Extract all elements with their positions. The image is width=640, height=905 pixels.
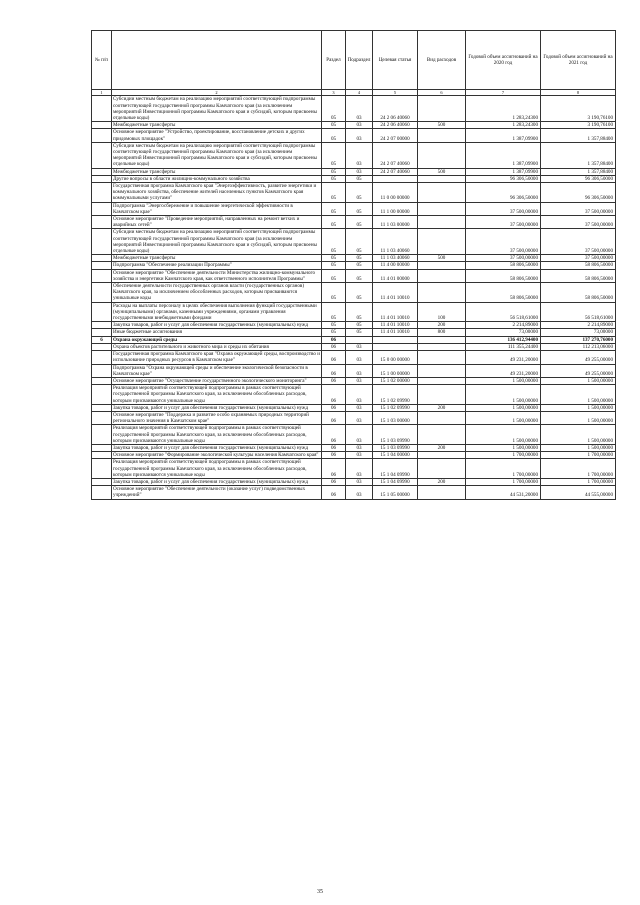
row-subsection: 03 [346, 377, 373, 384]
row-expense-type [418, 486, 466, 499]
row-amount-2021: 96 306,50000 [541, 183, 616, 203]
row-section: 05 [322, 183, 346, 203]
budget-table [91, 30, 616, 500]
row-amount-2021: 1 500,00000 [541, 444, 616, 451]
row-subsection: 03 [346, 444, 373, 451]
row-number [92, 364, 112, 377]
row-subsection: 05 [346, 183, 373, 203]
row-target-article [373, 343, 418, 350]
row-number: 6 [92, 336, 112, 343]
row-target-article: 11 4 01 10010 [373, 283, 418, 303]
row-section: 06 [322, 385, 346, 405]
row-amount-2021: 37 500,00000 [541, 255, 616, 262]
row-expense-type: 200 [418, 404, 466, 411]
row-expense-type: 500 [418, 255, 466, 262]
row-target-article [373, 336, 418, 343]
row-section: 05 [322, 329, 346, 336]
col-header-section: Раздел [322, 31, 346, 90]
table-row [92, 183, 616, 203]
row-amount-2020: 1 283,24300 [466, 122, 541, 129]
row-subsection: 05 [346, 283, 373, 303]
row-subsection: 03 [346, 96, 373, 122]
row-name: Обеспечение деятельности государственных органов власти (государственных органов) Камчатского края, за исключением обособленных расходов, которым присваиваются уникальные коды [112, 283, 322, 303]
row-amount-2020: 1 700,00000 [466, 452, 541, 459]
table-row [92, 452, 616, 459]
row-section: 05 [322, 269, 346, 282]
row-number [92, 377, 112, 384]
row-target-article: 24 2 07 00000 [373, 129, 418, 142]
table-row [92, 202, 616, 215]
row-subsection: 05 [346, 269, 373, 282]
table-row [92, 377, 616, 384]
row-expense-type [418, 175, 466, 182]
row-subsection: 05 [346, 175, 373, 182]
row-amount-2020: 1 387,09900 [466, 142, 541, 168]
row-amount-2021: 49 255,00000 [541, 364, 616, 377]
row-target-article: 24 2 07 40060 [373, 168, 418, 175]
row-target-article: 15 1 03 09990 [373, 444, 418, 451]
table-row [92, 459, 616, 479]
row-number [92, 142, 112, 168]
row-number [92, 486, 112, 499]
table-row [92, 122, 616, 129]
row-section: 06 [322, 343, 346, 350]
table-row [92, 404, 616, 411]
row-amount-2020: 37 500,00000 [466, 216, 541, 229]
row-expense-type [418, 216, 466, 229]
row-name: Расходы на выплаты персоналу в целях обеспечения выполнения функций государственными (муниципальными) органами, казенными учреждениями, органами управления государственными внебюджетными фондами [112, 302, 322, 322]
row-name: Основное мероприятие "Проведение мероприятий, направленных на ремонт ветхих и аварийных сетей" [112, 216, 322, 229]
table-row [92, 269, 616, 282]
row-expense-type [418, 96, 466, 122]
row-number [92, 262, 112, 269]
row-name: Основное мероприятие "Поддержка и развитие особо охраняемых природных территорий регионального значения в Камчатском крае" [112, 411, 322, 424]
row-name: Закупка товаров, работ и услуг для обеспечения государственных (муниципальных) нужд [112, 404, 322, 411]
row-name: Межбюджетные трансферты [112, 255, 322, 262]
row-section: 06 [322, 486, 346, 499]
row-target-article: 11 4 01 10010 [373, 302, 418, 322]
row-section: 05 [322, 322, 346, 329]
row-subsection: 03 [346, 168, 373, 175]
row-number [92, 444, 112, 451]
row-name: Закупка товаров, работ и услуг для обеспечения государственных (муниципальных) нужд [112, 444, 322, 451]
col-header-name [112, 31, 322, 90]
table-row [92, 283, 616, 303]
row-name: Охрана окружающей среды [112, 336, 322, 343]
row-amount-2021: 112 213,06000 [541, 343, 616, 350]
row-number [92, 411, 112, 424]
row-number [92, 404, 112, 411]
row-number [92, 96, 112, 122]
row-amount-2021: 1 700,00000 [541, 478, 616, 485]
row-target-article: 15 0 00 00000 [373, 351, 418, 364]
column-number: 3 [322, 90, 346, 96]
row-amount-2021: 1 500,00000 [541, 411, 616, 424]
header-row [92, 31, 616, 90]
row-expense-type [418, 425, 466, 445]
table-row [92, 175, 616, 182]
column-number: 1 [92, 90, 112, 96]
row-expense-type [418, 343, 466, 350]
row-section: 06 [322, 459, 346, 479]
row-number [92, 229, 112, 255]
row-name: Реализация мероприятий соответствующей подпрограммы в рамках соответствующей государственной программы Камчатского края, за исключением обособленных расходов, которым присваиваются уникальные коды [112, 425, 322, 445]
row-subsection: 05 [346, 329, 373, 336]
row-number [92, 122, 112, 129]
table-row [92, 364, 616, 377]
row-section: 06 [322, 478, 346, 485]
row-target-article: 11 1 03 40060 [373, 255, 418, 262]
row-number [92, 478, 112, 485]
row-subsection: 05 [346, 322, 373, 329]
row-name: Реализация мероприятий соответствующей подпрограммы в рамках соответствующей государственной программы Камчатского края, за исключением обособленных расходов, которым присваиваются уникальные коды [112, 459, 322, 479]
column-number: 6 [418, 90, 466, 96]
row-target-article: 15 1 02 09990 [373, 404, 418, 411]
row-expense-type [418, 183, 466, 203]
row-amount-2020: 1 500,00000 [466, 425, 541, 445]
row-subsection: 03 [346, 122, 373, 129]
row-subsection: 03 [346, 142, 373, 168]
table-row [92, 142, 616, 168]
row-amount-2021: 3 190,76100 [541, 96, 616, 122]
row-amount-2021: 58 806,50000 [541, 269, 616, 282]
row-amount-2021: 1 357,88400 [541, 142, 616, 168]
row-expense-type [418, 351, 466, 364]
row-amount-2020: 1 387,09900 [466, 168, 541, 175]
table-row [92, 425, 616, 445]
table-row [92, 168, 616, 175]
row-number [92, 425, 112, 445]
row-name: Межбюджетные трансферты [112, 122, 322, 129]
row-amount-2021: 1 357,88400 [541, 129, 616, 142]
row-amount-2020: 1 500,00000 [466, 411, 541, 424]
column-number: 8 [541, 90, 616, 96]
col-header-amount-2021: Годовой объем ассигнований на 2021 год [541, 31, 616, 90]
row-target-article: 15 1 04 00000 [373, 452, 418, 459]
col-header-number: № п/п [92, 31, 112, 90]
row-amount-2020: 37 500,00000 [466, 229, 541, 255]
row-section: 05 [322, 122, 346, 129]
row-subsection: 03 [346, 404, 373, 411]
row-name: Подпрограмма "Обеспечение реализации Программы" [112, 262, 322, 269]
table-row [92, 129, 616, 142]
row-target-article: 11 4 01 10010 [373, 329, 418, 336]
row-amount-2020: 49 231,20000 [466, 364, 541, 377]
row-amount-2020: 1 700,00000 [466, 478, 541, 485]
row-expense-type [418, 283, 466, 303]
row-amount-2021: 73,00000 [541, 329, 616, 336]
row-section: 05 [322, 302, 346, 322]
row-target-article: 15 1 04 09990 [373, 459, 418, 479]
row-amount-2021: 1 500,00000 [541, 377, 616, 384]
row-expense-type: 200 [418, 322, 466, 329]
row-subsection: 03 [346, 452, 373, 459]
row-target-article: 11 1 03 40060 [373, 229, 418, 255]
row-name: Подпрограмма "Энергосбережение и повышение энергетической эффективности в Камчатском крае" [112, 202, 322, 215]
row-number [92, 329, 112, 336]
row-expense-type [418, 269, 466, 282]
row-subsection: 03 [346, 129, 373, 142]
row-name: Основное мероприятие "Формирование экологической культуры населения Камчатского края" [112, 452, 322, 459]
row-amount-2020: 56 518,61000 [466, 302, 541, 322]
row-amount-2021: 58 806,50000 [541, 283, 616, 303]
row-subsection: 05 [346, 302, 373, 322]
row-amount-2020: 1 500,00000 [466, 377, 541, 384]
row-expense-type [418, 129, 466, 142]
row-expense-type [418, 336, 466, 343]
row-name: Иные бюджетные ассигнования [112, 329, 322, 336]
column-number: 7 [466, 90, 541, 96]
row-name: Другие вопросы в области жилищно-коммунального хозяйства [112, 175, 322, 182]
row-amount-2021: 2 214,89000 [541, 322, 616, 329]
row-amount-2020: 44 531,20000 [466, 486, 541, 499]
row-name: Охрана объектов растительного и животного мира и среды их обитания [112, 343, 322, 350]
row-section: 05 [322, 283, 346, 303]
row-amount-2021: 37 500,00000 [541, 202, 616, 215]
row-expense-type: 800 [418, 329, 466, 336]
row-target-article: 24 2 06 40060 [373, 96, 418, 122]
row-expense-type: 200 [418, 478, 466, 485]
row-number [92, 302, 112, 322]
row-amount-2021: 3 190,76100 [541, 122, 616, 129]
table-row [92, 343, 616, 350]
table-row [92, 216, 616, 229]
row-expense-type [418, 385, 466, 405]
row-number [92, 216, 112, 229]
row-section: 05 [322, 229, 346, 255]
row-amount-2020: 58 806,50000 [466, 283, 541, 303]
col-header-subsection: Подраздел [346, 31, 373, 90]
row-amount-2020: 136 412,94400 [466, 336, 541, 343]
table-row [92, 96, 616, 122]
row-number [92, 129, 112, 142]
column-number: 5 [373, 90, 418, 96]
row-name: Основное мероприятие "Устройство, проектирование, восстановление детских и других придомовых площадок" [112, 129, 322, 142]
row-amount-2021: 1 700,00000 [541, 452, 616, 459]
row-expense-type [418, 452, 466, 459]
row-subsection: 03 [346, 411, 373, 424]
row-section: 06 [322, 377, 346, 384]
row-target-article: 11 4 00 00000 [373, 262, 418, 269]
row-amount-2020: 96 306,50000 [466, 183, 541, 203]
table-row [92, 229, 616, 255]
row-number [92, 351, 112, 364]
row-target-article: 24 2 07 40060 [373, 142, 418, 168]
table-row [92, 255, 616, 262]
table-row [92, 322, 616, 329]
column-number: 4 [346, 90, 373, 96]
row-section: 05 [322, 262, 346, 269]
row-expense-type: 500 [418, 122, 466, 129]
row-subsection: 05 [346, 216, 373, 229]
row-expense-type [418, 229, 466, 255]
row-expense-type: 200 [418, 444, 466, 451]
row-subsection [346, 336, 373, 343]
row-section: 05 [322, 255, 346, 262]
row-number [92, 283, 112, 303]
row-section: 05 [322, 142, 346, 168]
row-amount-2020: 37 500,00000 [466, 255, 541, 262]
table-row [92, 385, 616, 405]
row-amount-2021: 58 806,50000 [541, 262, 616, 269]
row-section: 05 [322, 216, 346, 229]
row-expense-type [418, 142, 466, 168]
row-number [92, 452, 112, 459]
row-target-article: 15 1 02 09990 [373, 385, 418, 405]
row-amount-2021: 1 500,00000 [541, 425, 616, 445]
row-amount-2021: 1 500,00000 [541, 385, 616, 405]
row-target-article: 11 4 01 00000 [373, 269, 418, 282]
col-header-amount-2020: Годовой объем ассигнований на 2020 год [466, 31, 541, 90]
row-name: Субсидии местным бюджетам на реализацию мероприятий соответствующей подпрограммы соответствующей государственной программы Камчатского края (за исключением мероприятий Инвестиционной программы Камчатского края и субсидий, которым присвоены отдельные коды) [112, 229, 322, 255]
column-number: 2 [112, 90, 322, 96]
row-section: 06 [322, 364, 346, 377]
row-number [92, 385, 112, 405]
row-amount-2020: 49 231,20000 [466, 351, 541, 364]
row-amount-2021: 1 500,00000 [541, 404, 616, 411]
row-target-article: 15 1 04 09990 [373, 478, 418, 485]
row-section: 06 [322, 404, 346, 411]
row-number [92, 343, 112, 350]
row-subsection: 03 [346, 385, 373, 405]
row-name: Государственная программа Камчатского края "Охрана окружающей среды, воспроизводство и использование природных ресурсов в Камчатском крае" [113, 351, 320, 364]
row-name: Основное мероприятие "Обеспечение деятельности (оказание услуг) подведомственных учреждений" [112, 486, 322, 499]
row-expense-type: 100 [418, 302, 466, 322]
row-amount-2020: 111 355,24400 [466, 343, 541, 350]
row-name: Основное мероприятие "Осуществление государственного экологического мониторинга" [112, 377, 322, 384]
row-amount-2021: 56 518,61000 [541, 302, 616, 322]
table-row [92, 478, 616, 485]
row-target-article: 11 1 03 00000 [373, 216, 418, 229]
row-name: Государственная программа Камчатского края "Энергоэффективность, развитие энергетики и коммунального хозяйства, обеспечение жителей населенных пунктов Камчатского края коммунальными услугами" [112, 183, 322, 203]
row-number [92, 183, 112, 203]
row-subsection: 03 [346, 486, 373, 499]
row-section: 06 [322, 425, 346, 445]
row-number [92, 459, 112, 479]
row-number [92, 168, 112, 175]
row-target-article: 15 1 03 09990 [373, 425, 418, 445]
row-amount-2021: 44 555,00000 [541, 486, 616, 499]
row-target-article: 15 1 02 00000 [373, 377, 418, 384]
row-amount-2020: 1 283,24300 [466, 96, 541, 122]
row-subsection: 05 [346, 262, 373, 269]
row-section: 05 [322, 202, 346, 215]
row-section: 05 [322, 175, 346, 182]
row-expense-type [418, 377, 466, 384]
row-subsection: 03 [346, 425, 373, 445]
row-amount-2021: 1 357,88400 [541, 168, 616, 175]
row-expense-type [418, 459, 466, 479]
row-amount-2021: 96 306,50000 [541, 175, 616, 182]
row-amount-2020: 1 500,00000 [466, 444, 541, 451]
row-name: Основное мероприятие "Обеспечение деятельности Министерства жилищно-коммунального хозяйства и энергетики Камчатского края, как ответственного исполнителя Программы" [112, 269, 322, 282]
row-section: 06 [322, 444, 346, 451]
row-target-article: 11 0 00 00000 [373, 183, 418, 203]
row-section: 06 [322, 411, 346, 424]
row-target-article: 15 1 00 00000 [373, 364, 418, 377]
table-row [92, 486, 616, 499]
row-subsection: 03 [346, 459, 373, 479]
row-expense-type [418, 364, 466, 377]
row-name: Подпрограмма "Охрана окружающей среды и обеспечение экологической безопасности в Камчатском крае" [112, 364, 322, 377]
table-row [92, 302, 616, 322]
row-amount-2020: 1 500,00000 [466, 385, 541, 405]
row-section: 05 [322, 129, 346, 142]
col-header-target-article: Целевая статья [373, 31, 418, 90]
row-target-article: 15 1 03 00000 [373, 411, 418, 424]
row-amount-2020: 96 306,50000 [466, 175, 541, 182]
row-target-article: 24 2 06 40060 [373, 122, 418, 129]
row-number [92, 322, 112, 329]
row-amount-2020: 58 806,50000 [466, 269, 541, 282]
table-row [92, 336, 616, 343]
row-amount-2021: 37 500,00000 [541, 216, 616, 229]
row-number [92, 255, 112, 262]
row-target-article: 15 1 05 00000 [373, 486, 418, 499]
row-amount-2020: 1 700,00000 [466, 459, 541, 479]
row-subsection: 05 [346, 255, 373, 262]
row-section: 06 [322, 452, 346, 459]
row-amount-2020: 58 806,50000 [466, 262, 541, 269]
row-name: Субсидии местным бюджетам на реализацию мероприятий соответствующей подпрограммы соответствующей государственной программы Камчатского края (за исключением мероприятий Инвестиционной программы Камчатского края и субсидий, которым присвоены отдельные коды) [112, 96, 322, 122]
row-subsection: 05 [346, 202, 373, 215]
row-target-article: 11 1 00 00000 [373, 202, 418, 215]
row-expense-type: 500 [418, 168, 466, 175]
row-amount-2020: 1 500,00000 [466, 404, 541, 411]
row-amount-2021: 137 270,76000 [541, 336, 616, 343]
row-expense-type [418, 411, 466, 424]
table-row [92, 351, 616, 364]
row-subsection: 03 [346, 478, 373, 485]
row-subsection: 03 [346, 351, 373, 364]
row-subsection: 03 [346, 343, 373, 350]
row-amount-2020: 2 214,89000 [466, 322, 541, 329]
row-amount-2020: 37 500,00000 [466, 202, 541, 215]
row-number [92, 269, 112, 282]
row-section: 06 [322, 351, 346, 364]
row-section: 05 [322, 96, 346, 122]
row-section: 05 [322, 168, 346, 175]
table-row [92, 411, 616, 424]
row-section: 06 [322, 336, 346, 343]
row-amount-2021: 49 255,00000 [541, 351, 616, 364]
row-subsection: 05 [346, 229, 373, 255]
table-row [92, 262, 616, 269]
table-row [92, 444, 616, 451]
col-header-expense-type: Вид расходов [418, 31, 466, 90]
row-amount-2020: 1 387,09900 [466, 129, 541, 142]
row-number [92, 202, 112, 215]
row-target-article [373, 175, 418, 182]
row-amount-2021: 1 700,00000 [541, 459, 616, 479]
row-name: Закупка товаров, работ и услуг для обеспечения государственных (муниципальных) нужд [112, 478, 322, 485]
row-subsection: 03 [346, 364, 373, 377]
row-amount-2020: 73,00000 [466, 329, 541, 336]
row-expense-type [418, 202, 466, 215]
row-amount-2021: 37 500,00000 [541, 229, 616, 255]
row-name: Субсидии местным бюджетам на реализацию мероприятий соответствующей подпрограммы соответствующей государственной программы Камчатского края (за исключением мероприятий Инвестиционной программы Камчатского края и субсидий, которым присвоены отдельные коды) [112, 142, 322, 168]
row-name: Реализация мероприятий соответствующей подпрограммы в рамках соответствующей государственной программы Камчатского края, за исключением обособленных расходов, которым присваиваются уникальные коды [112, 385, 322, 405]
page-number: 35 [317, 889, 323, 895]
row-name: Закупка товаров, работ и услуг для обеспечения государственных (муниципальных) нужд [112, 322, 322, 329]
table-body [92, 96, 616, 499]
row-number [92, 175, 112, 182]
row-expense-type [418, 262, 466, 269]
table-row [92, 329, 616, 336]
row-target-article: 11 4 01 10010 [373, 322, 418, 329]
row-name: Межбюджетные трансферты [112, 168, 322, 175]
